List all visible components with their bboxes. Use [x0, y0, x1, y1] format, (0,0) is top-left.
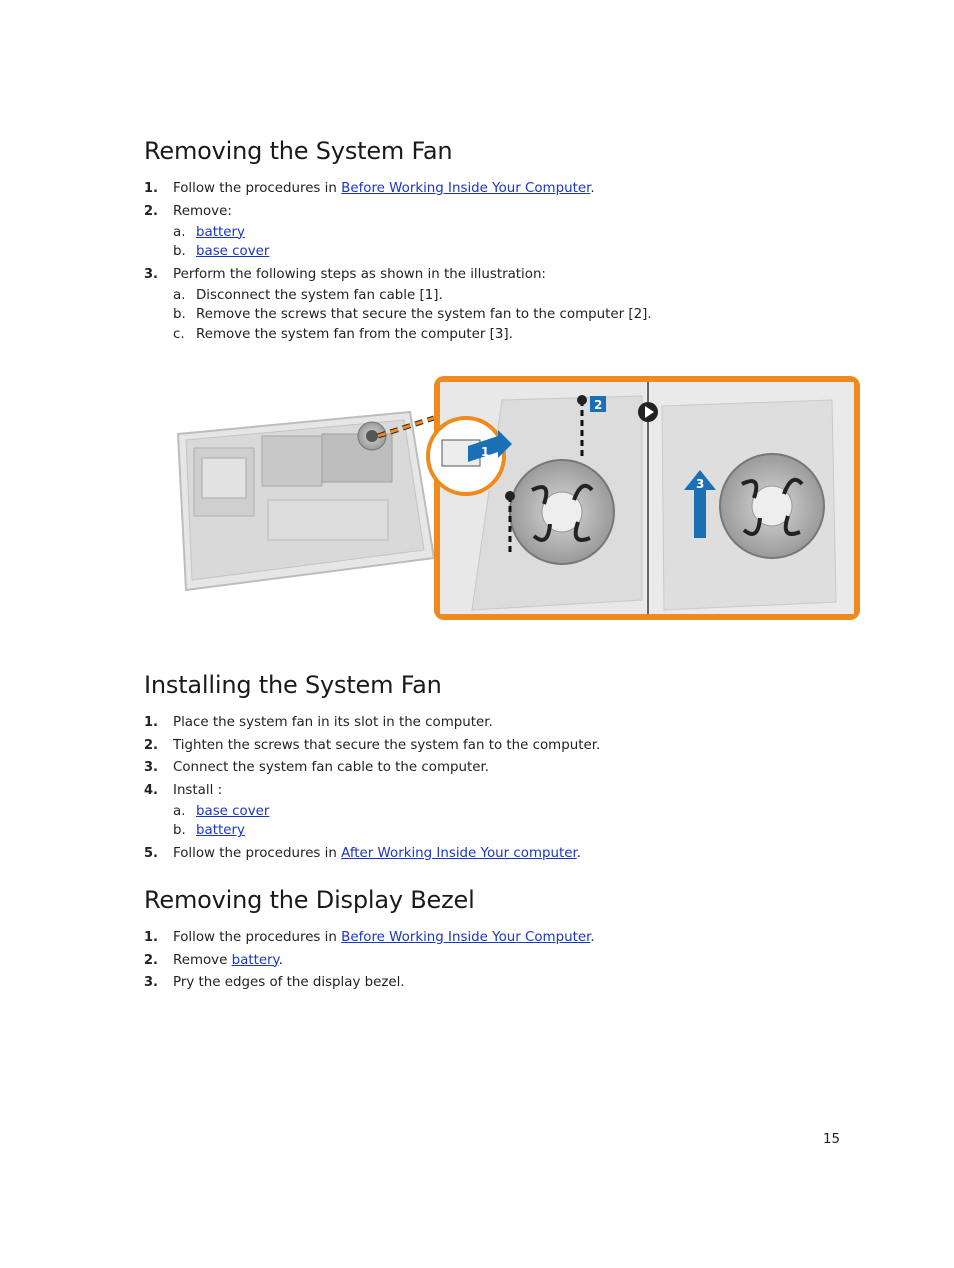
- section-removing-display-bezel: [144, 885, 844, 997]
- step-text: Connect the system fan cable to the computer.: [173, 760, 490, 775]
- step-item: [144, 714, 844, 731]
- link-base-cover[interactable]: base cover: [196, 244, 270, 260]
- link-base-cover[interactable]: base cover: [196, 803, 270, 819]
- sub-text: Disconnect the system fan cable [1].: [196, 287, 443, 303]
- step-text: Pry the edges of the display bezel.: [173, 975, 405, 990]
- link-battery[interactable]: battery: [196, 224, 245, 240]
- sub-item: [173, 224, 844, 241]
- step-text: Follow the procedures in: [173, 181, 342, 196]
- step-item: [144, 929, 844, 946]
- page-number: 15: [823, 1132, 841, 1147]
- sub-item: [173, 243, 844, 260]
- sub-item: [173, 803, 844, 820]
- step-text: Place the system fan in its slot in the computer.: [173, 715, 493, 730]
- sub-list: [173, 224, 844, 261]
- laptop-base-image: [178, 412, 434, 590]
- step-text: Perform the following steps as shown in the illustration:: [173, 266, 546, 282]
- sub-list: [173, 287, 844, 343]
- sub-letter: a.: [173, 803, 186, 819]
- step-number: 2.: [144, 952, 158, 968]
- link-before-working[interactable]: Before Working Inside Your Computer: [341, 930, 591, 945]
- step-number: 3.: [144, 975, 158, 990]
- step-suffix: .: [590, 930, 595, 945]
- sub-letter: a.: [173, 287, 186, 303]
- callout-1: 1: [481, 445, 490, 459]
- sub-text: Remove the screws that secure the system fan to the computer [2].: [196, 307, 652, 323]
- step-item: [144, 952, 844, 969]
- sub-item: [173, 287, 844, 304]
- step-suffix: .: [576, 845, 582, 861]
- step-number: 1.: [144, 715, 158, 730]
- step-item: [144, 737, 844, 754]
- step-number: 1.: [144, 181, 158, 196]
- fan-panel-step3: [638, 382, 854, 614]
- step-item: [144, 845, 844, 862]
- step-number: 3.: [144, 266, 158, 282]
- step-item: [144, 974, 844, 991]
- step-text: Follow the procedures in: [173, 930, 342, 945]
- step-number: 2.: [144, 203, 158, 219]
- step-item: [144, 759, 844, 776]
- sub-list: [173, 803, 844, 840]
- step-suffix: .: [278, 952, 283, 968]
- step-number: 5.: [144, 845, 158, 861]
- steps-list: [144, 180, 844, 343]
- step-text: Follow the procedures in: [173, 845, 342, 861]
- step-text: Install :: [173, 782, 223, 798]
- system-fan-illustration: [172, 370, 864, 624]
- step-text: Tighten the screws that secure the system fan to the computer.: [173, 737, 601, 753]
- fan-panel-step1-2: [428, 382, 646, 614]
- steps-list: [144, 714, 844, 862]
- sub-text: Remove the system fan from the computer [3].: [196, 327, 513, 343]
- step-number: 4.: [144, 782, 158, 798]
- sub-letter: a.: [173, 224, 186, 240]
- screw-icon: [505, 491, 515, 501]
- step-suffix: .: [590, 181, 595, 196]
- step-number: 3.: [144, 760, 158, 775]
- heading-removing-display-bezel: Removing the Display Bezel: [144, 886, 475, 914]
- callout-2: 2: [594, 398, 603, 412]
- link-battery[interactable]: battery: [231, 952, 279, 968]
- step-number: 1.: [144, 930, 158, 945]
- step-item: [144, 180, 844, 197]
- sub-letter: b.: [173, 244, 186, 260]
- callout-3: 3: [696, 477, 705, 491]
- step-text: Remove: [173, 952, 232, 968]
- step-item: [144, 782, 844, 840]
- heading-removing-system-fan: Removing the System Fan: [144, 137, 453, 165]
- step-item: [144, 203, 844, 261]
- sub-item: [173, 822, 844, 839]
- link-after-working[interactable]: After Working Inside Your computer: [341, 845, 577, 861]
- screw-icon: [577, 395, 587, 405]
- steps-list: [144, 929, 844, 991]
- sub-item: [173, 306, 844, 323]
- link-before-working[interactable]: Before Working Inside Your Computer: [341, 181, 591, 196]
- heading-installing-system-fan: Installing the System Fan: [144, 671, 442, 699]
- sub-letter: b.: [173, 823, 186, 839]
- sub-letter: c.: [173, 327, 185, 343]
- illustration-svg: [172, 370, 864, 624]
- section-installing-system-fan: [144, 670, 844, 867]
- sub-letter: b.: [173, 307, 186, 323]
- step-number: 2.: [144, 737, 158, 753]
- step-item: [144, 266, 844, 343]
- sub-item: [173, 326, 844, 343]
- link-battery[interactable]: battery: [196, 823, 245, 839]
- section-removing-system-fan: [144, 136, 844, 349]
- step-text: Remove:: [173, 203, 232, 219]
